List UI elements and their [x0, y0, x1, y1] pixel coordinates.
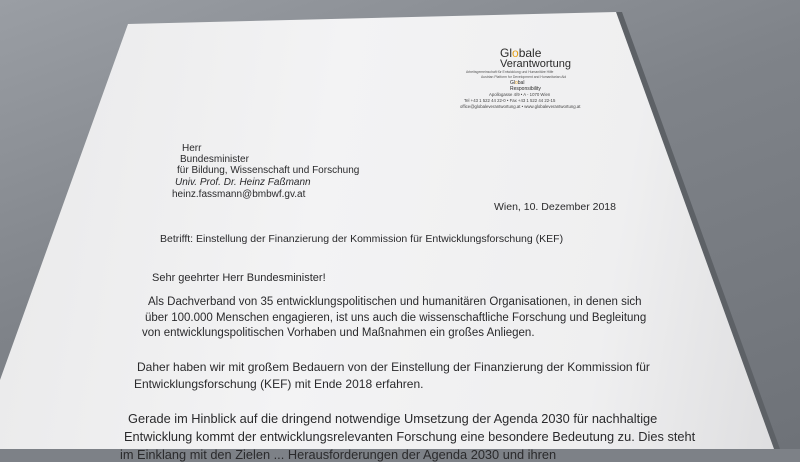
- paragraph2-line1: Daher haben wir mit großem Bedauern von der Einstellung der Finanzierung der Kommission für: [137, 360, 650, 374]
- letterhead-address: Apollogasse 4/9 • A - 1070 Wien: [489, 92, 551, 97]
- letter-date: Wien, 10. Dezember 2018: [494, 201, 616, 213]
- letterhead-subtitle1: Arbeitsgemeinschaft für Entwicklung und Humanitäre Hilfe: [466, 70, 554, 74]
- recipient-line3: für Bildung, Wissenschaft und Forschung: [177, 165, 360, 176]
- letter-greeting: Sehr geehrter Herr Bundesminister!: [152, 272, 326, 284]
- paragraph1-line2: über 100.000 Menschen engagieren, ist uns auch die wissenschaftliche Forschung und Begleitung: [145, 312, 647, 324]
- letterhead-name-line1: Globale: [500, 46, 542, 60]
- paragraph1-line3: von entwicklungspolitischen Vorhaben und Maßnahmen ein großes Anliegen.: [142, 327, 535, 339]
- recipient-line5: heinz.fassmann@bmbwf.gv.at: [172, 189, 306, 200]
- paragraph3-line3: im Einklang mit den Zielen ... Herausforderungen der Agenda 2030 und ihren: [120, 447, 557, 462]
- letterhead-name-line2: Verantwortung: [500, 58, 571, 70]
- recipient-line2: Bundesminister: [180, 154, 249, 165]
- paragraph2-line2: Entwicklungsforschung (KEF) mit Ende 2018 erfahren.: [134, 377, 424, 391]
- letterhead-web: office@globaleverantwortung.at • www.globaleverantwortung.at: [460, 104, 581, 109]
- letterhead-responsibility: Responsibility: [510, 86, 541, 92]
- paragraph3-line2: Entwicklung kommt der entwicklungsrelevanten Forschung eine besondere Bedeutung zu. Dies steht: [124, 429, 696, 444]
- letterhead-accent-o: o: [512, 46, 519, 60]
- letter-subject: Betrifft: Einstellung der Finanzierung der Kommission für Entwicklungsforschung (KEF): [160, 233, 564, 245]
- letterhead-global: Global: [510, 80, 525, 86]
- recipient-line4: Univ. Prof. Dr. Heinz Faßmann: [175, 177, 311, 188]
- paragraph1-line1: Als Dachverband von 35 entwicklungspolitischen und humanitären Organisationen, in denen sich: [148, 296, 642, 308]
- letterhead-phone: Tel +43 1 522 44 22-0 • Fax +43 1 522 44 22-15: [464, 98, 556, 103]
- letterhead-subtitle2: Austrian Platform for Development and Humanitarian Aid: [481, 75, 567, 79]
- recipient-line1: Herr: [182, 143, 202, 154]
- paragraph3-line1: Gerade im Hinblick auf die dringend notwendige Umsetzung der Agenda 2030 für nachhaltige: [128, 411, 658, 426]
